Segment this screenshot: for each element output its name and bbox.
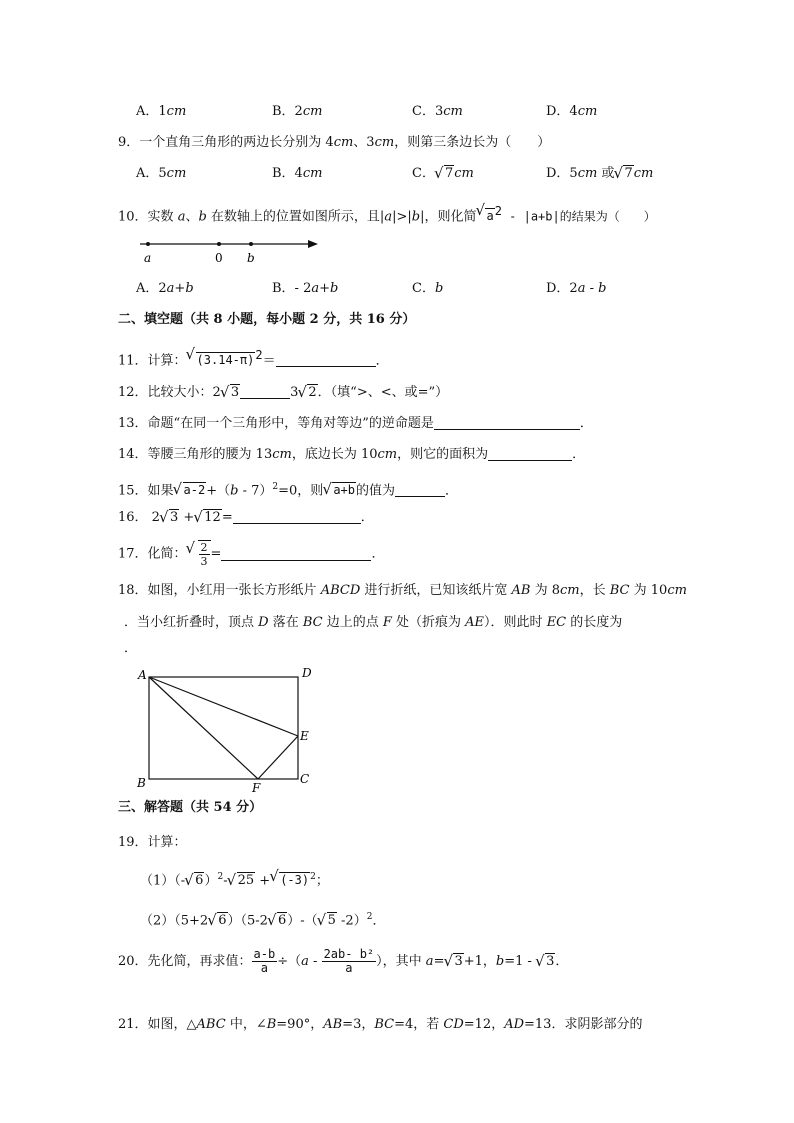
rectangle-fold-figure [134, 664, 324, 794]
label-c: C [300, 772, 310, 786]
q9-option-b: B．4cm [272, 166, 323, 181]
q9-option-d: D．5cm 或√ 7cm [546, 165, 653, 183]
q9-stem: 9．一个直角三角形的两边长分别为 4cm、3cm，则第三条边长为（ ） [118, 135, 551, 150]
segment-fe [258, 736, 298, 779]
sqrt-symbol: √ 3 [444, 949, 463, 975]
answer-blank[interactable] [434, 415, 580, 430]
arrow-icon [308, 240, 318, 248]
q17: 17．化简： √ $\frac{2}{3}$ = ． [118, 540, 384, 568]
sqrt-symbol: √ 6 [185, 872, 204, 890]
label-b: B [137, 776, 146, 790]
label-a: A [138, 668, 147, 682]
q20: 20．先化简，再求值： $\frac{a-b}{a}$ ÷（a - $\frac{\text{2ab- b²}}{a}$ ），其中 a=√ 3+1，b=1 - √ 3． [118, 948, 568, 975]
q18-line-1: 18．如图，小红用一张长方形纸片 ABCD 进行折纸，已知该纸片宽 AB 为 8cm，长 BC 为 10cm [118, 583, 687, 598]
point-a [146, 242, 150, 246]
q13: 13．命题“在同一个三角形中，等角对等边”的逆命题是 ． [118, 416, 593, 431]
q16: 16． 2√ 3 +√ 12= ． [118, 509, 374, 527]
number-line-figure [136, 234, 326, 268]
answer-blank[interactable] [488, 446, 572, 461]
sqrt-symbol: √ 2 [298, 384, 317, 402]
fraction: $\frac{a-b}{a}$ [253, 947, 276, 975]
q12: 12．比较大小：2√ 3 3√ 2．（填“>、<、或=”） [118, 384, 448, 402]
sqrt-symbol: √ 25 [228, 872, 256, 890]
q8-option-d: D．4cm [546, 104, 598, 119]
sqrt-symbol: √ 6 [208, 912, 227, 930]
q10-option-a: A．2a+b [136, 281, 194, 296]
sqrt-symbol: √ 3 [221, 384, 240, 402]
label-e: E [300, 729, 309, 743]
q19-head: 19．计算： [118, 835, 187, 850]
q9-option-a: A．5cm [136, 166, 187, 181]
sqrt-symbol: √ 3 [160, 509, 179, 527]
q19-part-1: （1）（-√ 6）$^2$-√ 25 +√ $(-3)^2$； [140, 868, 329, 890]
fraction: $\frac{\text{2ab- b²}}{a}$ [323, 947, 375, 975]
sqrt-symbol: √ 3 [536, 949, 555, 975]
q14: 14．等腰三角形的腰为 13cm，底边长为 10cm，则它的面积为 ． [118, 447, 586, 462]
q19-part-2: （2）（5+2√ 6）（5-2√ 6）-（√ 5 -2）$^2$． [140, 908, 385, 930]
label-d: D [302, 666, 312, 680]
q8-option-c: C．3cm [412, 104, 463, 119]
answer-blank[interactable] [395, 482, 445, 497]
sqrt-symbol: √ a-2 [174, 481, 207, 500]
section-3-title: 三、解答题（共 54 分） [118, 800, 263, 815]
answer-blank[interactable] [221, 546, 371, 561]
q8-option-a: A．1cm [136, 104, 187, 119]
sqrt-symbol: √ $(-3)^2$ [270, 868, 316, 890]
q18-line-3: ． [124, 641, 138, 656]
section-2-title: 二、填空题（共 8 小题，每小题 2 分，共 16 分） [118, 312, 416, 327]
sqrt-symbol: √ 7 [435, 165, 454, 183]
point-zero [217, 242, 221, 246]
answer-blank[interactable] [276, 352, 376, 367]
q10-option-b: B．- 2a+b [272, 281, 339, 296]
segment-af [149, 677, 258, 779]
q10-stem: 10．实数 a、b 在数轴上的位置如图所示，且|a|>|b|，则化简√ $a^2 - |a+b|$的结果为（ ） [118, 202, 656, 226]
answer-blank[interactable] [240, 384, 290, 399]
sqrt-symbol: √ 12 [194, 509, 222, 527]
crease-ae [149, 677, 298, 736]
q18-line-2: ．当小红折叠时，顶点 D 落在 BC 边上的点 F 处（折痕为 AE）．则此时 EC 的长度为 [124, 615, 623, 630]
q21: 21．如图，△ABC 中，∠B=90°，AB=3，BC=4，若 CD=12，AD=13．求阴影部分的 [118, 1017, 643, 1032]
q9-option-c: C．√ 7cm [412, 165, 474, 183]
point-b [249, 242, 253, 246]
sqrt-symbol: √ $a^2$ [476, 202, 501, 226]
sqrt-symbol: √ 6 [268, 912, 287, 930]
q8-option-b: B．2cm [272, 104, 323, 119]
sqrt-symbol: √ 7 [614, 165, 633, 183]
sqrt-symbol: √ $(3.14-\pi)^2$ [187, 346, 263, 370]
axis-label-b: b [247, 251, 255, 265]
sqrt-symbol: √ $\frac{2}{3}$ [187, 540, 211, 568]
label-f: F [252, 781, 261, 794]
q15: 15．如果√ a-2+（b - 7）$^2$=0，则√ a+b的值为 ． [118, 478, 458, 500]
q11: 11．计算：√ $(3.14-\pi)^2=$ ． [118, 346, 389, 370]
axis-label-a: a [144, 251, 152, 265]
q10-option-c: C．b [412, 281, 444, 296]
sqrt-symbol: √ 5 [318, 912, 337, 930]
sqrt-symbol: √ a+b [323, 481, 356, 500]
answer-blank[interactable] [233, 509, 361, 524]
rectangle-abcd [149, 677, 298, 779]
axis-label-zero: 0 [215, 251, 223, 265]
q10-option-d: D．2a - b [546, 281, 607, 296]
